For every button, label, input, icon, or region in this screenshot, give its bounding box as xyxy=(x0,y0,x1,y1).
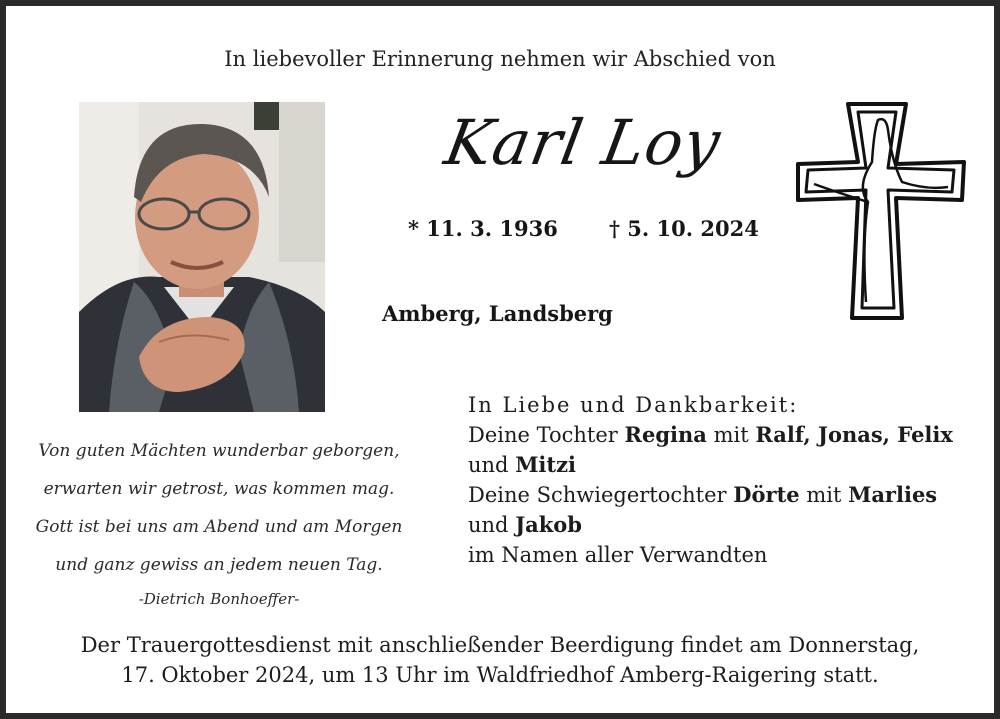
cross-icon xyxy=(796,102,966,320)
family-line xyxy=(468,480,988,510)
family-name: Dörte xyxy=(733,482,800,507)
family-heading: In Liebe und Dankbarkeit: xyxy=(468,393,799,417)
service-line: Der Trauergottesdienst mit anschließender Beerdigung findet am Donnerstag, xyxy=(80,633,920,657)
poem-line: Gott ist bei uns am Abend und am Morgen xyxy=(35,517,403,537)
family-line xyxy=(468,450,988,480)
family-name: Ralf, Jonas, Felix xyxy=(755,422,953,447)
family-name: Marlies xyxy=(848,482,938,507)
family-signature xyxy=(468,390,988,570)
intro-text: In liebevoller Erinnerung nehmen wir Abschied von xyxy=(224,47,776,71)
family-text: Deine Tochter xyxy=(468,423,618,447)
portrait-photo xyxy=(79,102,325,412)
poem-line: erwarten wir getrost, was kommen mag. xyxy=(43,479,395,499)
family-name: Mitzi xyxy=(515,452,577,477)
family-text: mit xyxy=(806,483,842,507)
poem-author: -Dietrich Bonhoeffer- xyxy=(138,590,300,608)
portrait-illustration xyxy=(79,102,325,412)
poem xyxy=(34,432,404,614)
deceased-name: Karl Loy xyxy=(439,106,727,179)
birth-date: * 11. 3. 1936 xyxy=(408,216,558,241)
family-name: Regina xyxy=(624,422,707,447)
places-text: Amberg, Landsberg xyxy=(382,301,613,326)
service-line: 17. Oktober 2024, um 13 Uhr im Waldfriedhof Amberg-Raigering statt. xyxy=(121,663,879,687)
family-line: im Namen aller Verwandten xyxy=(468,543,768,567)
family-line xyxy=(468,510,988,540)
family-line xyxy=(468,420,988,450)
family-text: Deine Schwiegertochter xyxy=(468,483,727,507)
family-text: und xyxy=(468,453,509,477)
poem-line: und ganz gewiss an jedem neuen Tag. xyxy=(55,555,383,575)
family-name: Jakob xyxy=(515,512,582,537)
service-announcement xyxy=(6,630,994,690)
family-text: und xyxy=(468,513,509,537)
family-text: mit xyxy=(713,423,749,447)
death-date: † 5. 10. 2024 xyxy=(609,216,759,241)
poem-line: Von guten Mächten wunderbar geborgen, xyxy=(38,441,400,461)
